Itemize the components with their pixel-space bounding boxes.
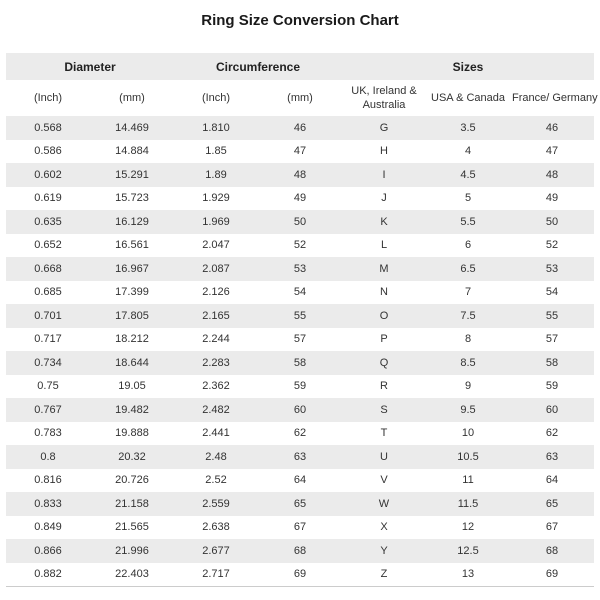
column-header: (mm) <box>258 80 342 116</box>
table-row <box>6 445 594 469</box>
table-cell: Z <box>380 568 388 581</box>
table-cell: 19.888 <box>115 427 149 440</box>
column-header: France/ Germany <box>510 80 594 116</box>
table-cell: I <box>382 168 386 181</box>
table-row <box>6 539 594 563</box>
table-cell: 63 <box>545 450 559 463</box>
table-cell: 1.929 <box>202 192 230 205</box>
table-row <box>6 116 594 140</box>
table-cell: 1.969 <box>202 215 230 228</box>
table-cell: X <box>380 521 388 534</box>
table-row <box>6 351 594 375</box>
table-cell: 9 <box>464 380 472 393</box>
table-cell: 6.5 <box>460 262 476 275</box>
table-cell: 2.126 <box>202 286 230 299</box>
table-cell: 6 <box>464 239 472 252</box>
table-cell: 47 <box>293 145 307 158</box>
table-row <box>6 234 594 258</box>
table-cell: 67 <box>293 521 307 534</box>
column-group-header: Diameter <box>6 53 174 80</box>
table-cell: 0.619 <box>34 192 62 205</box>
table-cell: 11.5 <box>457 497 479 510</box>
table-cell: 60 <box>293 403 307 416</box>
table-cell: 16.561 <box>115 239 149 252</box>
table-cell: 9.5 <box>460 403 476 416</box>
table-cell: W <box>378 497 390 510</box>
table-cell: 19.482 <box>115 403 149 416</box>
table-cell: 12.5 <box>457 544 479 557</box>
table-cell: 0.816 <box>34 474 62 487</box>
table-cell: 1.810 <box>202 121 230 134</box>
table-cell: R <box>380 380 388 393</box>
table-cell: 55 <box>545 309 559 322</box>
table-cell: P <box>380 333 388 346</box>
table-row <box>6 304 594 328</box>
table-cell: 46 <box>293 121 307 134</box>
table-cell: 0.602 <box>34 168 62 181</box>
table-cell: 2.362 <box>202 380 230 393</box>
table-cell: 0.866 <box>34 544 62 557</box>
table-cell: 57 <box>293 333 307 346</box>
column-header: (Inch) <box>6 80 90 116</box>
table-row <box>6 281 594 305</box>
table-cell: 11 <box>462 474 474 487</box>
table-cell: 58 <box>545 356 559 369</box>
table-cell: 19.05 <box>118 380 146 393</box>
table-cell: 17.805 <box>115 309 149 322</box>
table-cell: 18.212 <box>115 333 149 346</box>
table-cell: 0.701 <box>34 309 62 322</box>
table-row <box>6 210 594 234</box>
table-cell: M <box>379 262 389 275</box>
table-cell: 50 <box>545 215 559 228</box>
table-cell: T <box>380 427 388 440</box>
column-header-row <box>6 80 594 116</box>
table-cell: 55 <box>293 309 307 322</box>
column-header: USA & Canada <box>426 80 510 116</box>
table-cell: 64 <box>293 474 307 487</box>
table-cell: 16.129 <box>115 215 149 228</box>
table-cell: 2.48 <box>205 450 227 463</box>
table-cell: 2.677 <box>202 544 230 557</box>
table-cell: 21.158 <box>115 497 149 510</box>
table-cell: 0.586 <box>34 145 62 158</box>
table-cell: 2.717 <box>202 568 230 581</box>
table-cell: 22.403 <box>115 568 149 581</box>
table-cell: 0.849 <box>34 521 62 534</box>
table-body <box>6 116 594 587</box>
table-cell: 57 <box>545 333 559 346</box>
table-cell: 0.767 <box>34 403 62 416</box>
table-cell: 65 <box>545 497 559 510</box>
table-cell: 0.75 <box>37 380 59 393</box>
table-cell: 0.882 <box>34 568 62 581</box>
table-cell: 0.652 <box>34 239 62 252</box>
table-cell: K <box>380 215 388 228</box>
column-group-header: Sizes <box>342 53 594 80</box>
table-cell: 18.644 <box>115 356 149 369</box>
column-group-row <box>6 53 594 80</box>
table-cell: 54 <box>293 286 307 299</box>
table-cell: 60 <box>545 403 559 416</box>
page-title: Ring Size Conversion Chart <box>201 12 399 29</box>
table-cell: 69 <box>293 568 307 581</box>
table-cell: 52 <box>293 239 307 252</box>
table-cell: 46 <box>545 121 559 134</box>
table-cell: 68 <box>293 544 307 557</box>
table-cell: 8 <box>464 333 472 346</box>
table-cell: 13 <box>461 568 475 581</box>
table-cell: 58 <box>293 356 307 369</box>
table-cell: 2.638 <box>202 521 230 534</box>
table-cell: 59 <box>545 380 559 393</box>
table-row <box>6 187 594 211</box>
table-cell: 48 <box>545 168 559 181</box>
table-cell: 2.087 <box>202 262 230 275</box>
table-cell: 5.5 <box>460 215 476 228</box>
table-cell: 69 <box>545 568 559 581</box>
table-cell: L <box>380 239 388 252</box>
table-cell: 2.52 <box>205 474 227 487</box>
table-cell: 7.5 <box>460 309 476 322</box>
table-cell: 14.469 <box>115 121 149 134</box>
table-cell: 48 <box>293 168 307 181</box>
table-cell: 1.89 <box>205 168 227 181</box>
column-header: (mm) <box>90 80 174 116</box>
table-cell: 2.482 <box>202 403 230 416</box>
table-header <box>6 53 598 116</box>
table-cell: 59 <box>293 380 307 393</box>
table-cell: 68 <box>545 544 559 557</box>
table-row <box>6 563 594 587</box>
table-cell: 4.5 <box>460 168 476 181</box>
table-cell: 2.559 <box>202 497 230 510</box>
table-cell: 20.726 <box>115 474 149 487</box>
table-row <box>6 163 594 187</box>
table-cell: 64 <box>545 474 559 487</box>
table-cell: J <box>381 192 387 205</box>
table-cell: 5 <box>464 192 472 205</box>
table-cell: 12 <box>461 521 475 534</box>
table-cell: 8.5 <box>460 356 476 369</box>
table-cell: 67 <box>545 521 559 534</box>
table-cell: 15.291 <box>115 168 149 181</box>
table-cell: Y <box>380 544 388 557</box>
table-cell: 15.723 <box>115 192 149 205</box>
table-cell: 20.32 <box>118 450 146 463</box>
table-cell: S <box>380 403 388 416</box>
table-cell: 62 <box>293 427 307 440</box>
column-header: UK, Ireland & Australia <box>342 80 426 116</box>
table-cell: 63 <box>293 450 307 463</box>
table-cell: 2.047 <box>202 239 230 252</box>
table-cell: 0.717 <box>34 333 62 346</box>
table-cell: 14.884 <box>115 145 149 158</box>
ring-size-conversion-table <box>6 53 598 587</box>
table-cell: 49 <box>545 192 559 205</box>
column-group-header: Circumference <box>174 53 342 80</box>
table-cell: 54 <box>545 286 559 299</box>
table-cell: 62 <box>545 427 559 440</box>
table-cell: 0.734 <box>34 356 62 369</box>
table-cell: 7 <box>464 286 472 299</box>
table-cell: 65 <box>293 497 307 510</box>
table-cell: 21.996 <box>115 544 149 557</box>
table-row <box>6 328 594 352</box>
table-cell: 0.685 <box>34 286 62 299</box>
table-cell: 10 <box>461 427 475 440</box>
table-cell: 52 <box>545 239 559 252</box>
table-cell: 21.565 <box>115 521 149 534</box>
table-row <box>6 492 594 516</box>
table-cell: 50 <box>293 215 307 228</box>
table-cell: Q <box>379 356 389 369</box>
table-cell: 0.568 <box>34 121 62 134</box>
table-row <box>6 422 594 446</box>
table-cell: N <box>380 286 388 299</box>
table-cell: 2.165 <box>202 309 230 322</box>
table-cell: 0.8 <box>40 450 56 463</box>
table-cell: H <box>380 145 388 158</box>
table-row <box>6 257 594 281</box>
table-cell: 1.85 <box>205 145 227 158</box>
table-cell: 53 <box>545 262 559 275</box>
table-cell: O <box>379 309 389 322</box>
table-row <box>6 516 594 540</box>
table-cell: V <box>380 474 388 487</box>
column-header: (Inch) <box>174 80 258 116</box>
table-cell: G <box>379 121 389 134</box>
table-row <box>6 469 594 493</box>
table-cell: 53 <box>293 262 307 275</box>
table-cell: 10.5 <box>457 450 479 463</box>
table-cell: 47 <box>545 145 559 158</box>
table-cell: U <box>380 450 388 463</box>
table-row <box>6 398 594 422</box>
table-cell: 16.967 <box>115 262 149 275</box>
table-cell: 2.441 <box>202 427 230 440</box>
table-cell: 0.833 <box>34 497 62 510</box>
table-row <box>6 140 594 164</box>
table-cell: 0.635 <box>34 215 62 228</box>
table-cell: 2.244 <box>202 333 230 346</box>
table-cell: 0.783 <box>34 427 62 440</box>
table-cell: 49 <box>293 192 307 205</box>
table-cell: 4 <box>464 145 472 158</box>
table-cell: 17.399 <box>115 286 149 299</box>
table-cell: 3.5 <box>460 121 476 134</box>
table-cell: 2.283 <box>202 356 230 369</box>
table-cell: 0.668 <box>34 262 62 275</box>
table-row <box>6 375 594 399</box>
